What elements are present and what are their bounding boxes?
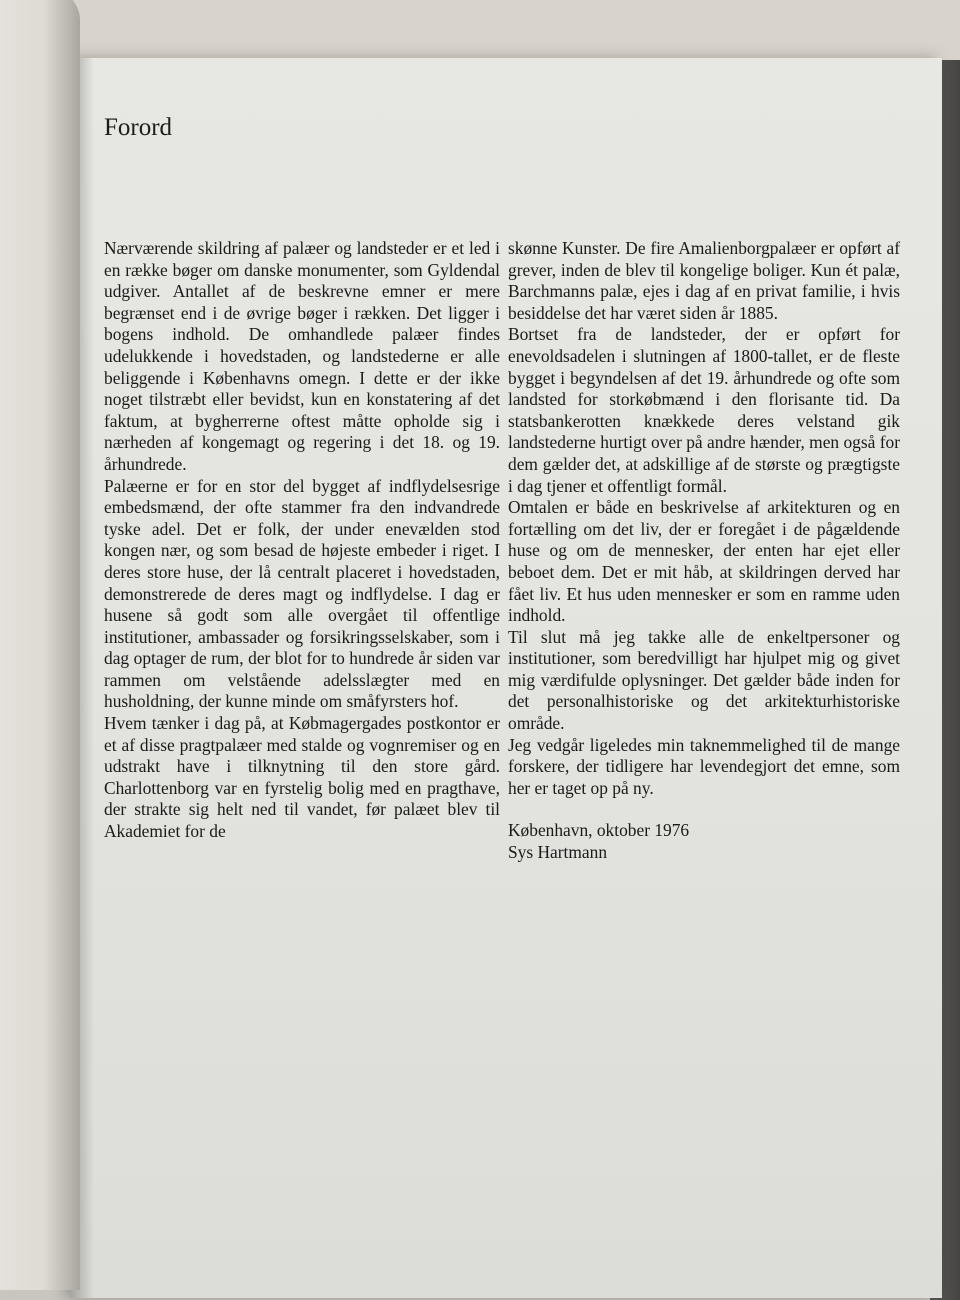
paragraph: Nærværende skildring af palæer og landsteder er et led i en række bøger om danske monumenter, som Gyldendal udgiver. Antallet af de beskrevne emner er mere begrænset end i de øvrige bøger i rækken. Det ligger i bogens indhold. De omhandlede palæer findes udelukkende i hovedstaden, og landstederne er alle beliggende i Københavns omegn. I dette er der ikke noget tilstræbt eller bevidst, kun en konstatering af det faktum, at bygherrerne oftest måtte opholde sig i nærheden af kongemagt og regering i det 18. og 19. århundrede. bbox=[104, 238, 500, 474]
paragraph: Til slut må jeg takke alle de enkeltpersoner og institutioner, som beredvilligt har hjulpet mig og givet mig værdifulde oplysninger. Det gælder både inden for det personalhistoriske og det arkitekturhistoriske område. bbox=[508, 626, 900, 734]
facing-page-edge bbox=[0, 0, 80, 1290]
paragraph: Palæerne er for en stor del bygget af indflydelsesrige embedsmænd, der ofte stammer fra den indvandrede tyske adel. Det er folk, der under enevælden stod kongen nær, og som besad de højeste embeder i riget. I deres store huse, der lå centralt placeret i hovedstaden, demonstrerede de deres magt og indflydelse. I dag er husene så godt som alle overgået til offentlige institutioner, ambassader og forsikringsselskaber, som i dag optager de rum, der blot for to hundrede år siden var rammen om velstående adelsslægter med en husholdning, der kunne minde om småfyrsters hof. bbox=[104, 475, 500, 712]
left-text-column bbox=[104, 238, 500, 843]
signature-place-date: København, oktober 1976 bbox=[508, 820, 690, 841]
paragraph: Jeg vedgår ligeledes min taknemmelighed til de mange forskere, der tidligere har levendegjort det emne, som her er taget op på ny. bbox=[508, 734, 900, 798]
page-heading: Forord bbox=[104, 114, 173, 141]
signature-author: Sys Hartmann bbox=[508, 842, 608, 863]
paragraph: Hvem tænker i dag på, at Købmagergades postkontor er et af disse pragtpalæer med stalde og vognremiser og en udstrakt have i tilknytning til den store gård. Charlottenborg var en fyrstelig bolig med en pragthave, der strakte sig helt ned til vandet, før palæet blev til Akademiet for de bbox=[104, 713, 500, 842]
paragraph: skønne Kunster. De fire Amalienborgpalæer er opført af grever, inden de blev til kongelige boliger. Kun ét palæ, Barchmanns palæ, ejes i dag af en privat familie, i hvis besiddelse det har været siden år 1885. bbox=[508, 238, 900, 323]
paragraph: Omtalen er både en beskrivelse af arkitekturen og en fortælling om det liv, der er foregået i de pågældende huse og om de mennesker, der enten har ejet eller beboet dem. Det er mit håb, at skildringen derved har fået liv. Et hus uden mennesker er som en ramme uden indhold. bbox=[508, 497, 900, 626]
paragraph: Bortset fra de landsteder, der er opført for enevoldsadelen i slutningen af 1800-tallet, er de fleste bygget i begyndelsen af det 19. århundrede og ofte som landsted for storkøbmænd i den florisante tid. Da statsbankerotten knækkede deres velstand gik landstederne hurtigt over på andre hænder, men også for dem gælder det, at adskillige af de største og prægtigste i dag tjener et offentligt formål. bbox=[508, 324, 900, 496]
right-text-column bbox=[508, 238, 900, 864]
